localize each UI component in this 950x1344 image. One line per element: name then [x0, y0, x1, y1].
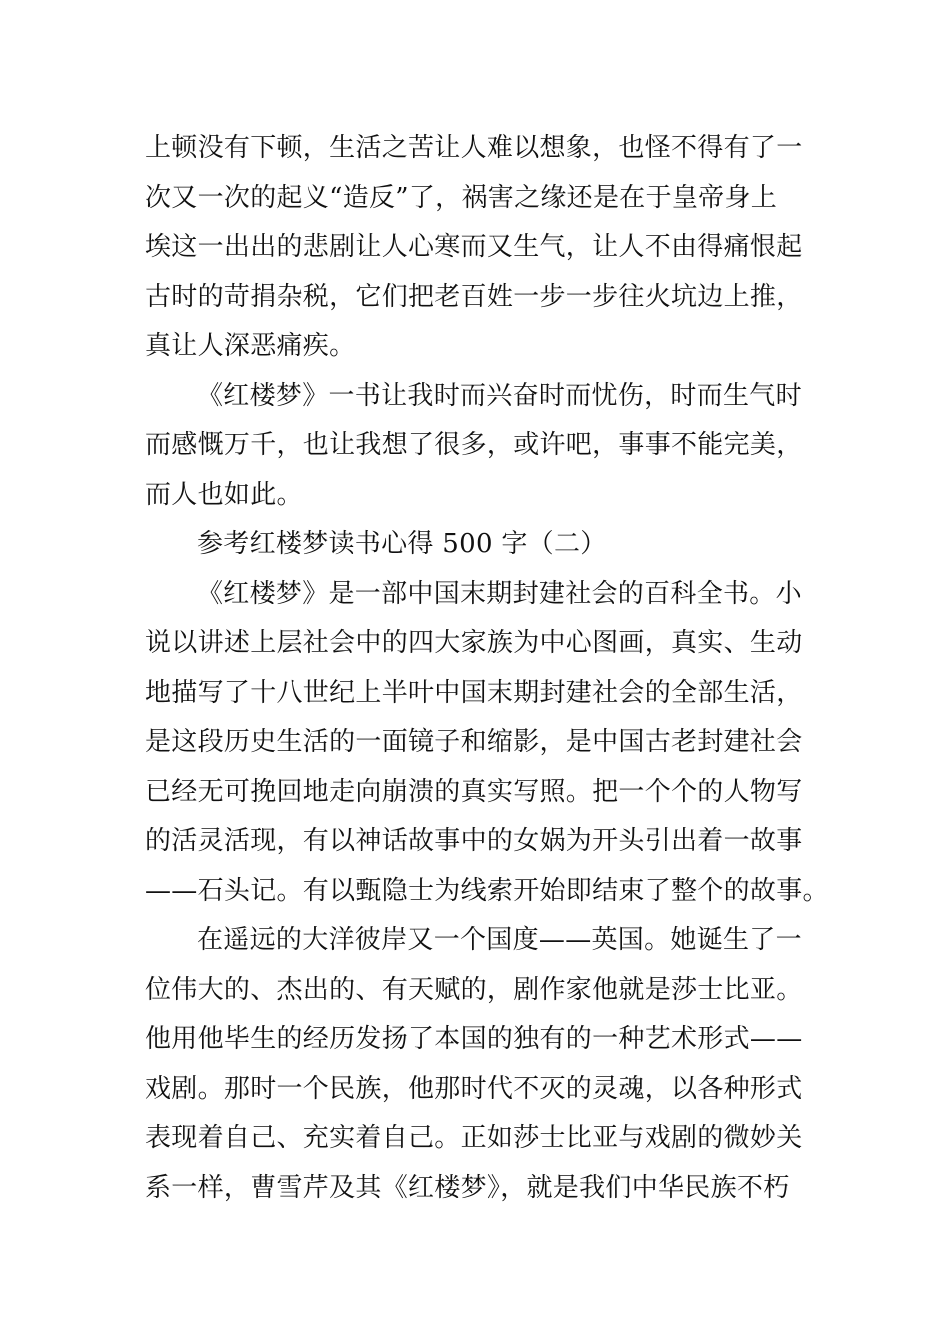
document-body — [145, 124, 829, 1213]
text-line: 而感慨万千，也让我想了很多，或许吧，事事不能完美， — [145, 430, 803, 460]
text-line: 的活灵活现，有以神话故事中的女娲为开头引出着一故事 — [145, 826, 803, 856]
text-line: 表现着自己、充实着自己。正如莎士比亚与戏剧的微妙关 — [145, 1123, 803, 1153]
text-line: 真让人深恶痛疾。 — [145, 331, 356, 361]
text-line: 《红楼梦》一书让我时而兴奋时而忧伤，时而生气时 — [197, 380, 802, 411]
text-line: 戏剧。那时一个民族，他那时代不灭的灵魂，以各种形式 — [145, 1073, 803, 1104]
text-line: 系一样，曹雪芹及其《红楼梦》，就是我们中华民族不朽 — [145, 1172, 790, 1203]
text-line: 上顿没有下顿，生活之苦让人难以想象，也怪不得有了一 — [145, 133, 803, 163]
text-line: 在遥远的大洋彼岸又一个国度——英国。她诞生了一 — [197, 925, 802, 955]
text-line: 埃这一出出的悲剧让人心寒而又生气，让人不由得痛恨起 — [145, 232, 803, 262]
text-line: 古时的苛捐杂税，它们把老百姓一步一步往火坑边上推， — [145, 281, 803, 312]
text-line: 是这段历史生活的一面镜子和缩影，是中国古老封建社会 — [145, 727, 803, 757]
text-line: 说以讲述上层社会中的四大家族为中心图画，真实、生动 — [145, 628, 803, 658]
text-line: 位伟大的、杰出的、有天赋的，剧作家他就是莎士比亚。 — [145, 974, 803, 1005]
text-line: 《红楼梦》是一部中国末期封建社会的百科全书。小 — [197, 578, 802, 609]
text-line: 已经无可挽回地走向崩溃的真实写照。把一个个的人物写 — [145, 776, 803, 807]
text-line: 他用他毕生的经历发扬了本国的独有的一种艺术形式—— — [145, 1024, 803, 1054]
text-line: 参考红楼梦读书心得 500 字（二） — [197, 529, 607, 559]
text-line: 次又一次的起义“造反”了，祸害之缘还是在于皇帝身上 — [145, 182, 778, 213]
text-line: ——石头记。有以甄隐士为线索开始即结束了整个的故事。 — [145, 875, 829, 906]
text-line: 而人也如此。 — [145, 479, 303, 510]
text-line: 地描写了十八世纪上半叶中国末期封建社会的全部生活， — [145, 677, 803, 708]
